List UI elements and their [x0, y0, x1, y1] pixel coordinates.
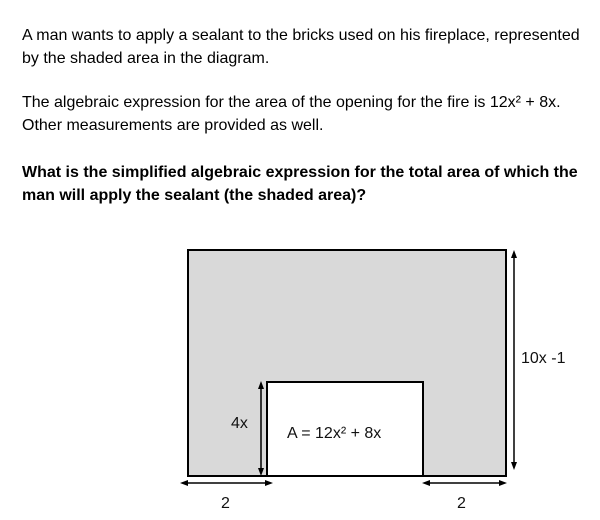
right-margin-label: 2	[457, 495, 466, 512]
opening-height-label: 4x	[231, 415, 248, 432]
height-label: 10x -1	[521, 350, 566, 367]
right-margin-arrow	[422, 480, 507, 486]
problem-given: The algebraic expression for the area of the opening for the fire is 12x² + 8x. Other measurements are provided as well.	[22, 94, 561, 134]
problem-intro: A man wants to apply a sealant to the bricks used on his fireplace, represented by the shaded area in the diagram.	[22, 27, 580, 67]
left-margin-arrow	[180, 480, 273, 486]
height-dimension-arrow	[511, 250, 517, 470]
opening-area-label: A = 12x² + 8x	[287, 425, 382, 442]
problem-question: What is the simplified algebraic expression for the total area of which the man will apply the sealant (the shaded area)?	[22, 164, 578, 204]
left-margin-label: 2	[221, 495, 230, 512]
